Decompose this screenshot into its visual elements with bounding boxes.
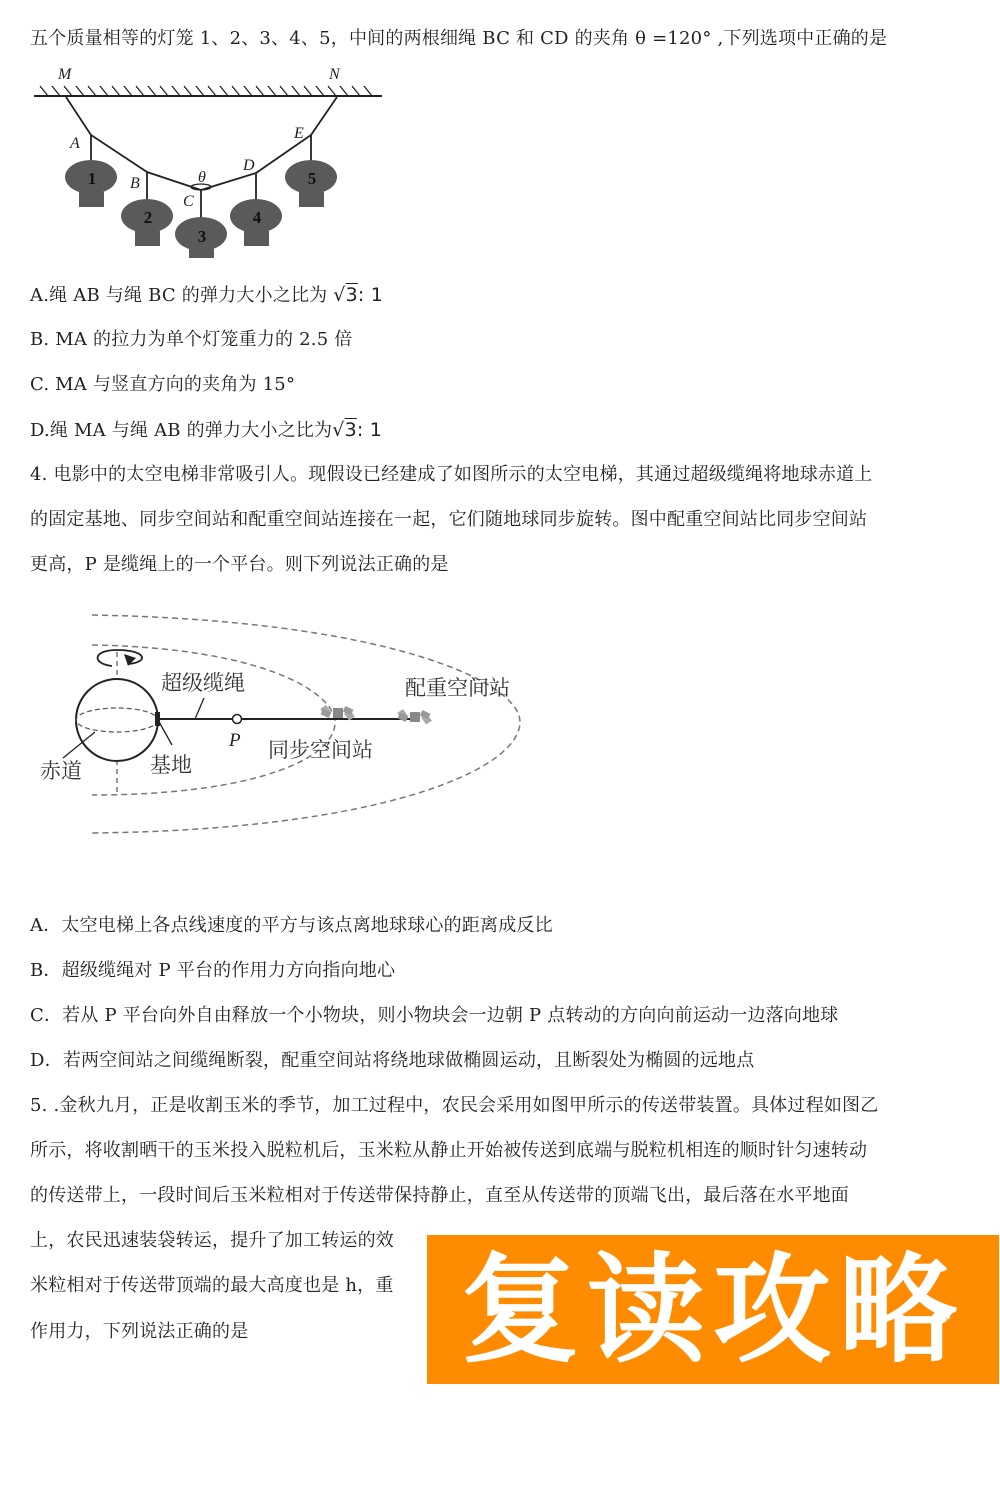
q5-stem-line-5: 米粒相对于传送带顶端的最大高度也是 h，重 bbox=[30, 1275, 394, 1296]
cable-label: 超级缆绳 bbox=[161, 671, 245, 695]
q4-stem-line-3: 更高，P 是缆绳上的一个平台。则下列说法正确的是 bbox=[30, 554, 449, 575]
q5-stem-line-6: 作用力，下列说法正确的是 bbox=[30, 1321, 249, 1342]
lantern-2-label: 2 bbox=[143, 208, 153, 227]
lantern-figure bbox=[30, 58, 390, 258]
equator-label: 赤道 bbox=[40, 759, 82, 783]
sqrt-ratio: √3: 1 bbox=[333, 284, 384, 306]
q3-option-a-text: A.绳 AB 与绳 BC 的弹力大小之比为 bbox=[30, 285, 334, 306]
q4-stem-line-1: 4. 电影中的太空电梯非常吸引人。现假设已经建成了如图所示的太空电梯，其通过超级缆绳将地球赤道上 bbox=[30, 464, 873, 485]
sqrt-ratio: √3: 1 bbox=[332, 419, 383, 441]
q3-option-d bbox=[30, 418, 382, 443]
q3-option-b: B. MA 的拉力为单个灯笼重力的 2.5 倍 bbox=[30, 329, 353, 350]
theta-label: θ bbox=[198, 169, 206, 186]
lantern-4-label: 4 bbox=[252, 208, 262, 227]
q4-option-a: A．太空电梯上各点线速度的平方与该点离地球球心的距离成反比 bbox=[30, 915, 553, 936]
q3-stem: 五个质量相等的灯笼 1、2、3、4、5，中间的两根细绳 BC 和 CD 的夹角 θ =120° ,下列选项中正确的是 bbox=[30, 28, 888, 49]
point-e-label: E bbox=[294, 125, 304, 142]
q4-option-b: B．超级缆绳对 P 平台的作用力方向指向地心 bbox=[30, 960, 396, 981]
q3-option-d-text: D.绳 MA 与绳 AB 的弹力大小之比为 bbox=[30, 420, 333, 441]
point-b-label: B bbox=[130, 175, 140, 192]
lantern-1-label: 1 bbox=[87, 169, 97, 188]
counterweight-label: 配重空间站 bbox=[405, 676, 510, 700]
watermark-text: 复读攻略 bbox=[460, 1240, 965, 1379]
q3-option-a bbox=[30, 283, 383, 308]
point-n-label: N bbox=[329, 66, 340, 83]
q5-stem-line-3: 的传送带上，一段时间后玉米粒相对于传送带保持静止，直至从传送带的顶端飞出，最后落在水平地面 bbox=[30, 1185, 849, 1206]
q5-stem-line-2: 所示，将收割晒干的玉米投入脱粒机后，玉米粒从静止开始被传送到底端与脱粒机相连的顺时针匀速转动 bbox=[30, 1140, 868, 1161]
point-c-label: C bbox=[183, 193, 194, 210]
counterweight-station-icon bbox=[397, 709, 432, 725]
lantern-5-label: 5 bbox=[307, 169, 317, 188]
point-d-label: D bbox=[243, 157, 255, 174]
q5-stem-line-4: 上，农民迅速装袋转运，提升了加工转运的效 bbox=[30, 1230, 394, 1251]
q4-option-c: C．若从 P 平台向外自由释放一个小物块，则小物块会一边朝 P 点转动的方向向前运动一边落向地球 bbox=[30, 1005, 839, 1026]
point-m-label: M bbox=[58, 66, 72, 83]
lantern-3-label: 3 bbox=[197, 227, 207, 246]
space-elevator-figure bbox=[30, 605, 550, 845]
q4-stem-line-2: 的固定基地、同步空间站和配重空间站连接在一起，它们随地球同步旋转。图中配重空间站比同步空间站 bbox=[30, 509, 868, 530]
q4-option-d: D．若两空间站之间缆绳断裂，配重空间站将绕地球做椭圆运动，且断裂处为椭圆的远地点 bbox=[30, 1050, 755, 1071]
watermark-banner bbox=[427, 1235, 999, 1384]
sync-station-label: 同步空间站 bbox=[268, 738, 373, 762]
q3-option-c: C. MA 与竖直方向的夹角为 15° bbox=[30, 374, 296, 395]
q5-stem-line-1: 5. .金秋九月，正是收割玉米的季节，加工过程中，农民会采用如图甲所示的传送带装置。具体过程如图乙 bbox=[30, 1095, 879, 1116]
base-label: 基地 bbox=[150, 753, 192, 777]
point-a-label: A bbox=[70, 135, 80, 152]
platform-p-label: P bbox=[229, 730, 241, 751]
